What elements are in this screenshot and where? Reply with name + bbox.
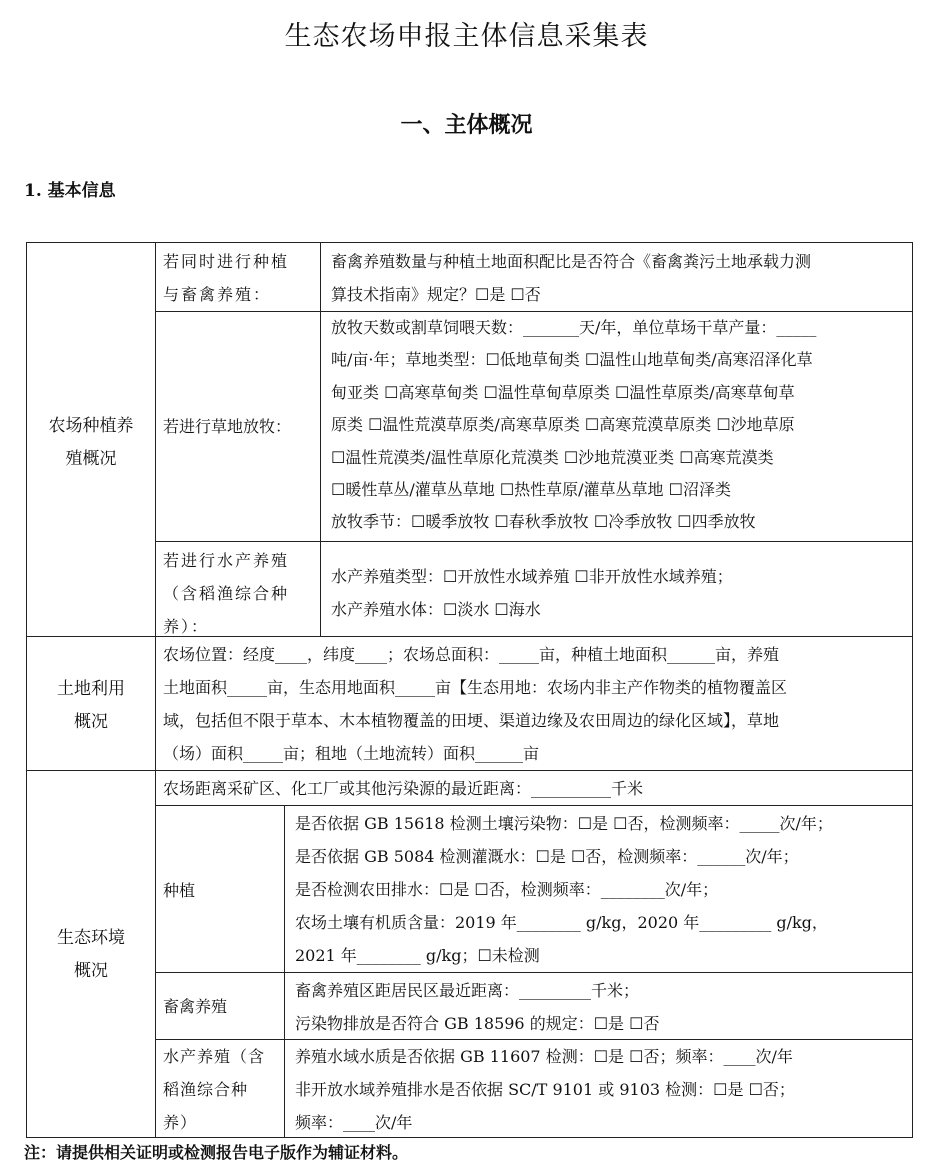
label-line: 若进行水产养殖 — [163, 551, 290, 570]
content-line: 畜禽养殖区距居民区最近距离：_________千米； — [295, 981, 640, 1000]
content-livestock — [295, 974, 909, 1040]
content-aquaculture-env — [295, 1040, 909, 1139]
label-line: 养）： — [163, 617, 210, 636]
content-line: 域，包括但不限于草本、木本植物覆盖的田埂、渠道边缘及农田周边的绿化区域】，草地 — [163, 711, 780, 730]
label-line: 养） — [163, 1113, 198, 1132]
row-divider — [155, 805, 913, 806]
content-line: 水产养殖水体：☐淡水 ☐海水 — [331, 600, 541, 619]
label-grassland-grazing — [163, 410, 318, 443]
content-line: 农场土壤有机质含量：2019 年________ g/kg，2020 年_________ g/kg， — [295, 913, 828, 932]
content-line: 放牧季节：☐暖季放牧 ☐春秋季放牧 ☐冷季放牧 ☐四季放牧 — [331, 512, 756, 532]
content-line: 算技术指南》规定？☐是 ☐否 — [331, 285, 541, 304]
content-line: 2021 年________ g/kg；☐未检测 — [295, 946, 540, 965]
footnote: 注：请提供相关证明或检测报告电子版作为辅证材料。 — [24, 1143, 409, 1162]
content-line: 农场位置：经度____，纬度____；农场总面积：_____亩，种植土地面积______亩，养殖 — [163, 645, 780, 664]
content-line: 养殖水域水质是否依据 GB 11607 检测：☐是 ☐否；频率：____次/年 — [295, 1047, 793, 1066]
content-line: 放牧天数或割草饲喂天数：_______天/年，单位草场干草产量：_____ — [331, 318, 817, 337]
content-aquaculture — [331, 560, 909, 626]
section-divider — [26, 636, 913, 637]
content-line: 是否依据 GB 15618 检测土壤污染物：☐是 ☐否，检测频率：_____次/年； — [295, 814, 833, 833]
content-line: 原类 ☐温性荒漠草原类/高寒草原类 ☐高寒荒漠草原类 ☐沙地草原 — [331, 415, 795, 435]
label-line: 种植 — [163, 881, 196, 900]
content-line: 畜禽养殖数量与种植土地面积配比是否符合《畜禽粪污土地承载力测 — [331, 252, 812, 271]
category-column-divider — [155, 242, 156, 1138]
content-land-use — [163, 638, 909, 770]
category-ecological-environment — [27, 922, 155, 988]
label-line: （含稻渔综合种 — [163, 584, 290, 603]
content-line: 是否依据 GB 5084 检测灌溉水：☐是 ☐否，检测频率：______次/年； — [295, 847, 799, 866]
content-line: ☐温性荒漠类/温性草原化荒漠类 ☐沙地荒漠亚类 ☐高寒荒漠类 — [331, 447, 774, 467]
content-line: （场）面积_____亩；租地（土地流转）面积______亩 — [163, 744, 540, 763]
label-planting-and-livestock — [163, 245, 315, 311]
content-line: 非开放水域养殖排水是否依据 SC/T 9101 或 9103 检测：☐是 ☐否； — [295, 1080, 795, 1099]
label-line: 畜禽养殖 — [163, 997, 228, 1016]
category-land-use — [27, 673, 155, 739]
content-line: 农场距离采矿区、化工厂或其他污染源的最近距离：__________千米 — [163, 779, 644, 798]
label-line: 若同时进行种植 — [163, 252, 290, 271]
row-divider — [155, 972, 913, 973]
category-line: 概况 — [74, 712, 108, 732]
category-line: 农场种植养 — [48, 416, 134, 436]
row-divider — [155, 541, 913, 542]
label-line: 若进行草地放牧： — [163, 417, 292, 436]
label-line: 与畜禽养殖： — [163, 285, 272, 304]
content-line: 是否检测农田排水：☐是 ☐否，检测频率：________次/年； — [295, 880, 719, 899]
category-line: 生态环境 — [57, 928, 125, 948]
section-divider — [26, 770, 913, 771]
content-line: 甸亚类 ☐高寒草甸类 ☐温性草甸草原类 ☐温性草原类/高寒草甸草 — [331, 382, 795, 402]
category-line: 殖概况 — [65, 449, 117, 469]
document-title: 生态农场申报主体信息采集表 — [284, 21, 649, 52]
content-line: 吨/亩·年；草地类型：☐低地草甸类 ☐温性山地草甸类/高寒沼泽化草 — [331, 350, 813, 370]
subsection-title: 1. 基本信息 — [24, 181, 116, 201]
content-line: 频率：____次/年 — [295, 1113, 413, 1132]
label-aquaculture-env — [163, 1040, 281, 1139]
label-planting — [163, 874, 281, 907]
content-planting-and-livestock — [331, 245, 909, 311]
label-line: 水产养殖（含 — [163, 1047, 266, 1066]
label-line: 稻渔综合种 — [163, 1080, 249, 1099]
category-farm-planting-breeding — [27, 410, 155, 476]
content-pollution-distance — [163, 772, 909, 805]
category-line: 土地利用 — [57, 679, 125, 699]
label-livestock — [163, 990, 281, 1023]
content-planting — [295, 807, 909, 972]
content-line: 水产养殖类型：☐开放性水域养殖 ☐非开放性水域养殖； — [331, 567, 733, 586]
section-title: 一、主体概况 — [400, 112, 533, 138]
content-line: 土地面积_____亩，生态用地面积_____亩【生态用地：农场内非主产作物类的植物覆盖区 — [163, 678, 788, 697]
content-line: ☐暖性草丛/灌草丛草地 ☐热性草原/灌草丛草地 ☐沼泽类 — [331, 480, 731, 500]
content-grassland-grazing — [331, 312, 909, 539]
category-line: 概况 — [74, 961, 108, 981]
label-aquaculture — [163, 544, 315, 643]
label-column-divider — [320, 242, 321, 636]
content-line: 污染物排放是否符合 GB 18596 的规定：☐是 ☐否 — [295, 1014, 660, 1033]
